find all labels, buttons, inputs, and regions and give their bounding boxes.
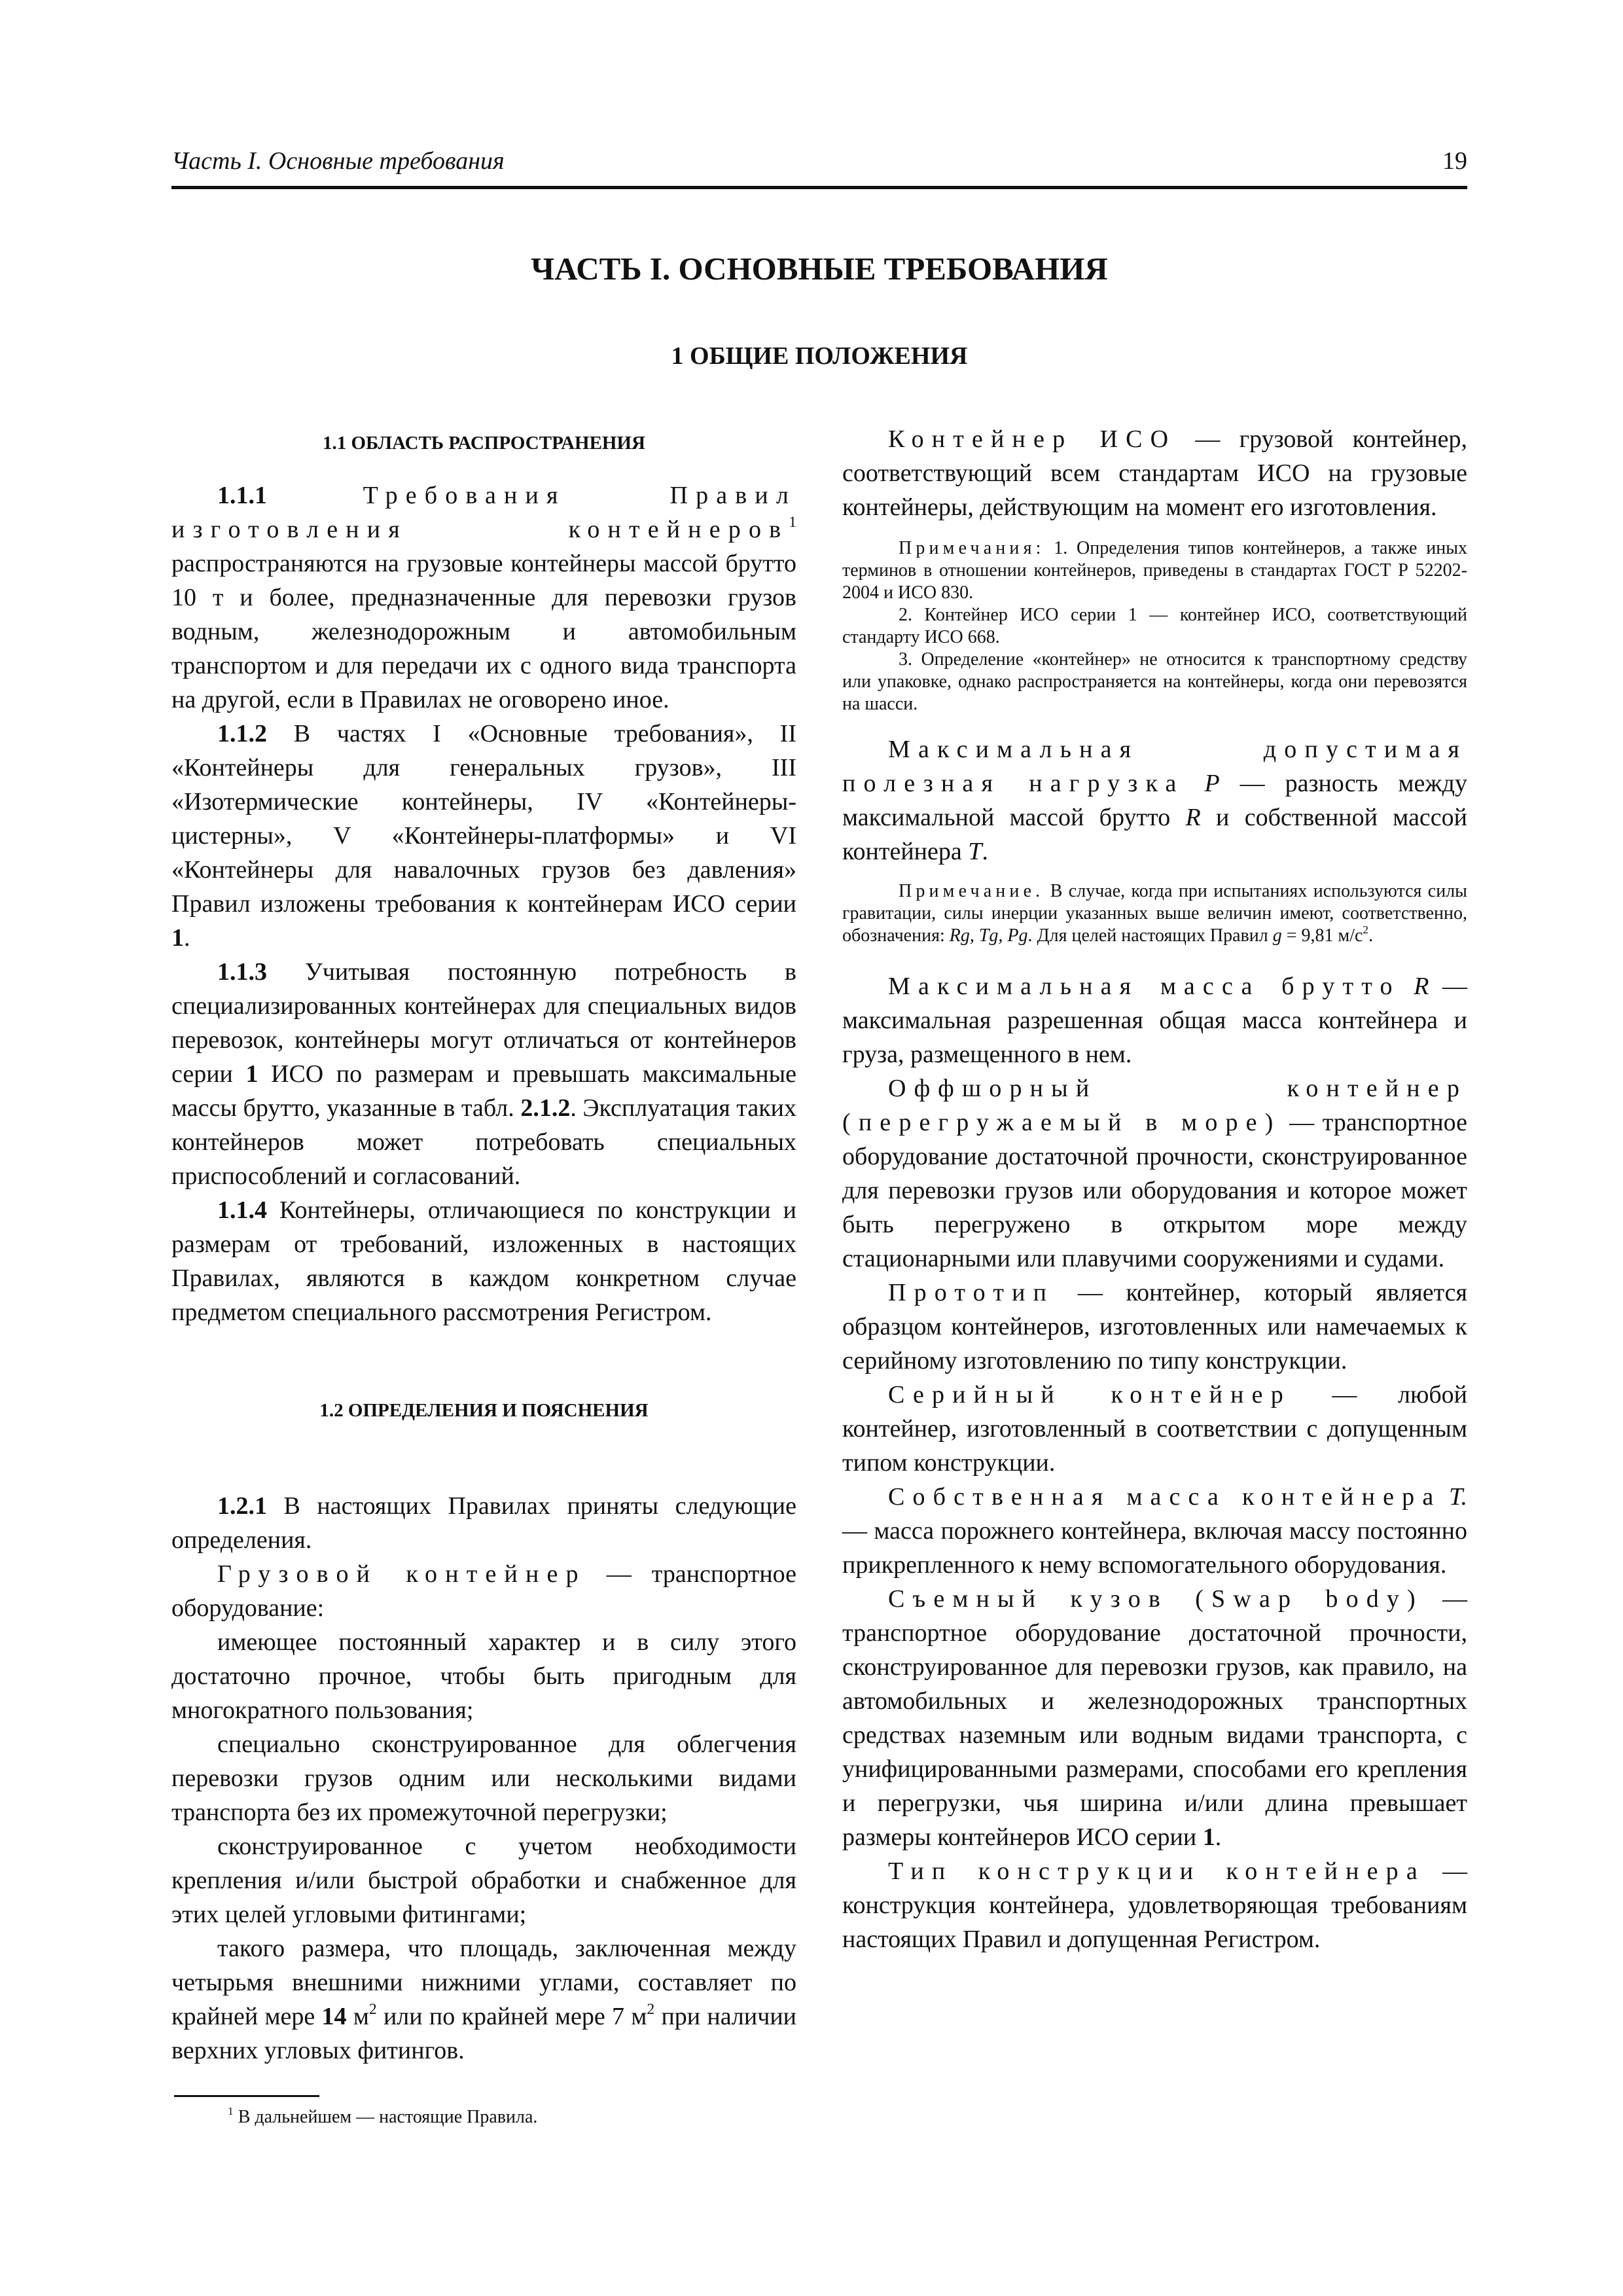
paragraph-1-2-1: 1.2.1 В настоящих Правилах приняты следующие определения. — [171, 1492, 796, 1554]
term: Максимальная масса брутто — [888, 973, 1400, 1000]
paragraph-1-1-3: 1.1.3 Учитывая постоянную потребность в специализированных контейнерах для специальных видов перевозок, контейнеры могут отличаться от контейнеров серии 1 ИСО по размерам и превышать максимальные массы брутто, указанные в табл. 2.1.2. Эксплуатация таких контейнеров может потребовать специальных приспособлений и согласований. — [171, 958, 796, 1190]
list-item: имеющее постоянный характер и в силу этого достаточно прочное, чтобы быть пригодным для многократного пользования; — [171, 1628, 796, 1724]
term: Прототип — [888, 1279, 1055, 1306]
page-number: 19 — [1442, 147, 1467, 175]
term: Тип конструкции контейнера — [888, 1857, 1425, 1885]
footnote: $^1$ В дальнейшем — настоящие Правила. — [228, 2104, 538, 2127]
term: Грузовой контейнер — [217, 1560, 586, 1588]
definition-serial-container: Серийный контейнер — любой контейнер, изготовленный в соответствии с допущенным типом конструкции. — [842, 1381, 1468, 1477]
paragraph-1-1-1: 1.1.1 Требования Правил изготовления контейнеров$^1$ распространяются на грузовые контейнеры массой брутто 10 т и более, предназначенные для перевозки грузов водным, железнодорожным и автомобильным транспортом и для передачи их с одного вида транспорта на другой, если в Правилах не оговорено иное. — [171, 482, 796, 713]
clause-number: 1.1.4 — [217, 1196, 267, 1224]
note-1: Примечания: 1. Определения типов контейнеров, а также иных терминов в отношении контейнеров, приведены в стандартах ГОСТ Р 52202-2004 и ИСО 830. — [842, 538, 1467, 603]
note-3: 3. Определение «контейнер» не относится к транспортному средству или упаковке, однако распространяется на контейнеры, когда они перевозятся на шасси. — [842, 649, 1467, 714]
definition-design-type: Тип конструкции контейнера — конструкция контейнера, удовлетворяющая требованиям настоящих Правил и допущенная Регистром. — [842, 1857, 1467, 1953]
term: Серийный контейнер — [888, 1381, 1291, 1408]
running-header — [171, 145, 1467, 189]
definition-swap-body: Съемный кузов (Swap body) — транспортное оборудование достаточной прочности, сконструированное для перевозки грузов, как правило, на автомобильных и железнодорожных транспортных средствах наземным или водным видами транспорта, с унифицированными размерами, способами его крепления и перегрузки, чья ширина и/или длина превышает размеры контейнеров ИСО серии 1. — [842, 1585, 1467, 1851]
footnote-divider — [174, 2095, 319, 2097]
term: Оффшорный контейнер (перегружаемый в море) — [842, 1075, 1467, 1136]
subsection-heading-1-1: 1.1 ОБЛАСТЬ РАСПРОСТРАНЕНИЯ — [323, 433, 645, 454]
right-column — [842, 422, 1467, 1956]
left-column — [171, 422, 796, 2128]
subsection-heading-1-2: 1.2 ОПРЕДЕЛЕНИЯ И ПОЯСНЕНИЯ — [319, 1400, 649, 1421]
clause-number: 1.1.2 — [217, 720, 267, 747]
definition-max-gross: Максимальная масса брутто R — максимальная разрешенная общая масса контейнера и груза, размещенного в нем. — [842, 973, 1467, 1068]
term: Максимальная допустимая полезная нагрузка — [842, 736, 1467, 797]
running-title: Часть I. Основные требования — [171, 147, 505, 175]
part-title: ЧАСТЬ I. ОСНОВНЫЕ ТРЕБОВАНИЯ — [531, 251, 1108, 287]
list-item: специально сконструированное для облегчения перевозки грузов одним или несколькими видами транспорта без их промежуточной перегрузки; — [171, 1731, 796, 1826]
list-item: сконструированное с учетом необходимости крепления и/или быстрой обработки и снабженное для этих целей угловыми фитингами; — [171, 1833, 796, 1928]
list-item: такого размера, что площадь, заключенная между четырьмя внешними нижними углами, составляет по крайней мере 14 $м^2$ или по крайней мере 7 $м^2$ при наличии верхних угловых фитингов. — [171, 1935, 797, 2064]
section-title: 1 ОБЩИЕ ПОЛОЖЕНИЯ — [671, 342, 968, 370]
term: Контейнер ИСО — [888, 425, 1177, 453]
clause-number: 1.1.1 — [217, 482, 267, 509]
clause-number: 1.2.1 — [217, 1492, 267, 1520]
definition-offshore-container: Оффшорный контейнер (перегружаемый в море) — транспортное оборудование достаточной прочности, сконструированное для перевозки грузов или оборудования и которое может быть перегружено в открытом море между стационарными или плавучими сооружениями и судами. — [842, 1075, 1467, 1272]
definition-tare-mass: Собственная масса контейнера T. — масса порожнего контейнера, включая массу постоянно прикрепленного к нему вспомогательного оборудования. — [842, 1483, 1467, 1579]
note-gravity: Примечание. В случае, когда при испытаниях используются силы гравитации, силы инерции указанных выше величин имеют, соответственно, обозначения: Rg, Tg, Pg. Для целей настоящих Правил g = 9,81 $м/с^2$. — [842, 881, 1467, 946]
paragraph-1-1-4: 1.1.4 Контейнеры, отличающиеся по конструкции и размерам от требований, изложенных в настоящих Правилах, являются в каждом конкретном случае предметом специального рассмотрения Регистром. — [171, 1196, 796, 1326]
paragraph-1-1-2: 1.1.2 В частях I «Основные требования», II «Контейнеры для генеральных грузов», III «Изотермические контейнеры, IV «Контейнеры-цистерны», V «Контейнеры-платформы» и VI «Контейнеры для навалочных грузов без давления» Правил изложены требования к контейнерам ИСО серии 1. — [171, 720, 796, 952]
definition-prototype: Прототип — контейнер, который является образцом контейнеров, изготовленных или намечаемых к серийному изготовлению по типу конструкции. — [842, 1279, 1467, 1374]
clause-number: 1.1.3 — [217, 958, 267, 986]
term: Собственная масса контейнера — [888, 1483, 1442, 1511]
definition-iso-container: Контейнер ИСО — грузовой контейнер, соответствующий всем стандартам ИСО на грузовые контейнеры, действующим на момент его изготовления. — [842, 425, 1467, 521]
definition-cargo-container: Грузовой контейнер — транспортное оборудование: — [171, 1560, 797, 1622]
definition-max-payload: Максимальная допустимая полезная нагрузка P — разность между максимальной массой брутто R и собственной массой контейнера T. — [842, 736, 1468, 865]
notes-block — [842, 537, 1467, 715]
footnote-ref: 1 — [789, 514, 796, 531]
footnote-mark: 1 — [228, 2104, 234, 2117]
note-2: 2. Контейнер ИСО серии 1 — контейнер ИСО, соответствующий стандарту ИСО 668. — [842, 605, 1467, 647]
term: Съемный кузов (Swap body) — [888, 1585, 1423, 1613]
